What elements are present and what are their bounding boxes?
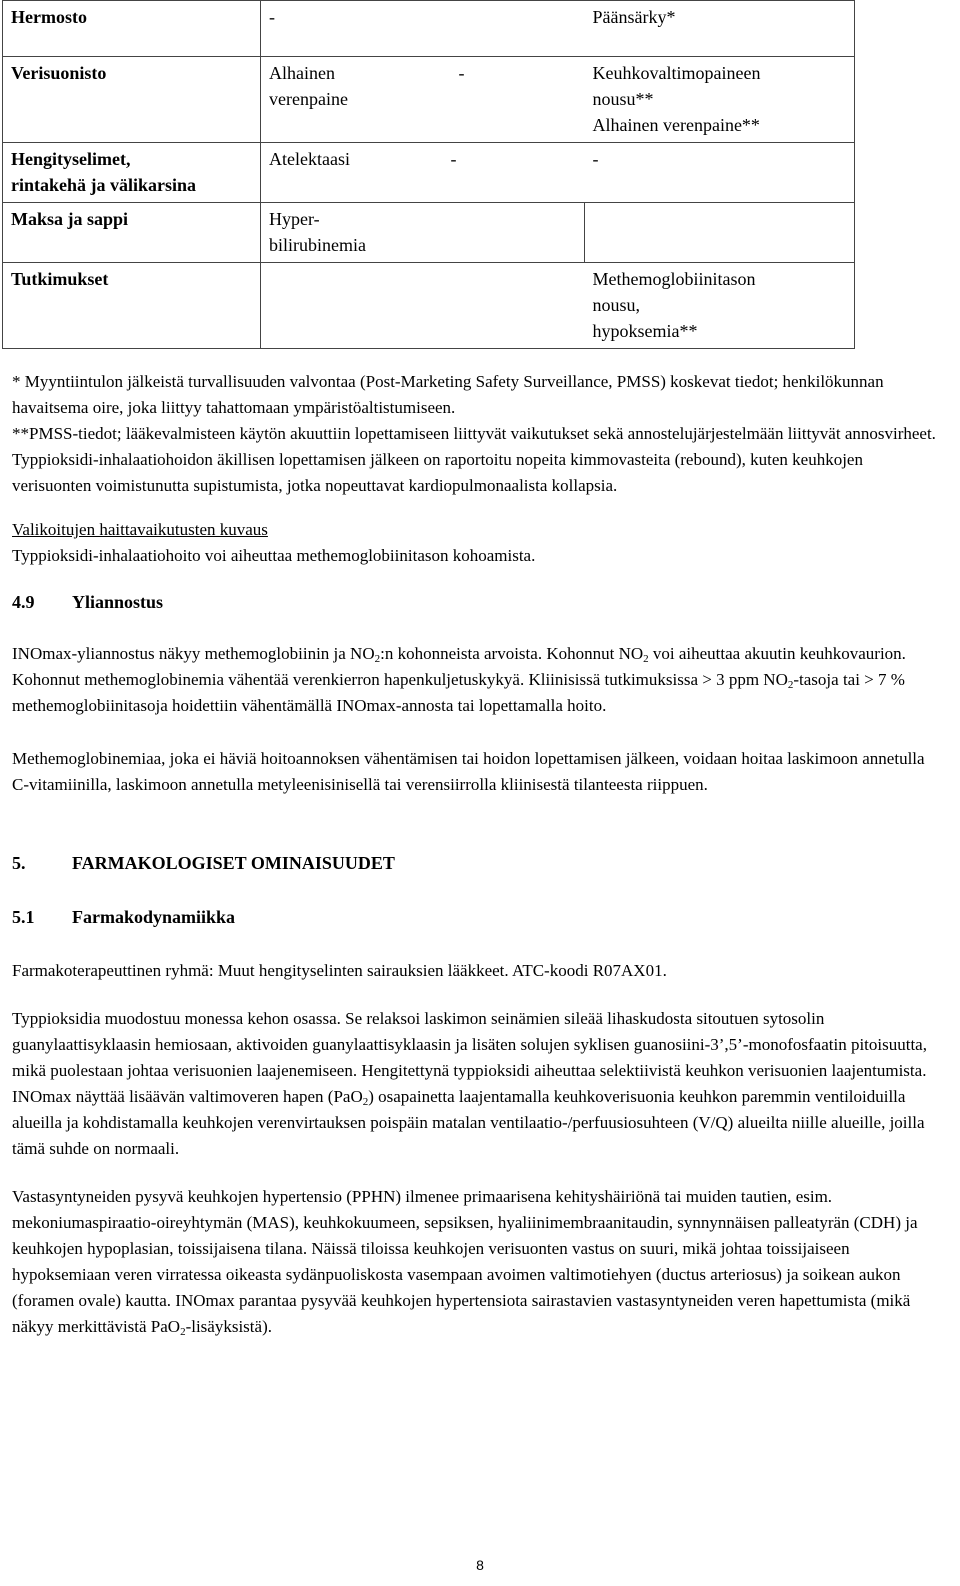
- organ-class-cell: Hengityselimet, rintakehä ja välikarsina: [3, 143, 261, 203]
- atc-paragraph: Farmakoterapeuttinen ryhmä: Muut hengityselinten sairauksien lääkkeet. ATC-koodi R07AX01.: [12, 961, 667, 980]
- organ-class-cell: Tutkimukset: [3, 263, 261, 349]
- section-subheading: Valikoitujen haittavaikutusten kuvaus: [12, 520, 268, 539]
- table-cell: -: [585, 143, 855, 203]
- table-cell: Hyper- bilirubinemia: [261, 203, 451, 263]
- table-cell: Päänsärky*: [585, 1, 855, 57]
- table-row: [3, 143, 855, 203]
- table-cell: Methemoglobiinitason nousu, hypoksemia**: [585, 263, 855, 349]
- pmss-footnote-2: **PMSS-tiedot; lääkevalmisteen käytön akuuttiin lopettamiseen liittyvät vaikutukset sekä annostelujärjestelmään liittyvät annosvirheet. Typpioksidi-inhalaatiohoidon äkillisen lopettamisen jälkeen on raportoitu nopeita kimmovasteita (rebound), kuten keuhkojen verisuonten voimistunutta supistumista, jotka nopeuttavat kardiopulmonaalista kollapsia.: [12, 424, 936, 495]
- pphn-paragraph: Vastasyntyneiden pysyvä keuhkojen hypertensio (PPHN) ilmenee primaarisena kehityshäiriönä tai muiden tautien, esim. mekoniumaspiraatio-oireyhtymän (MAS), keuhkokuumeen, sepsiksen, hyaliinimembraanitaudin, synnynnäisen palleatyrän (CDH) ja keuhkojen hypoplasian, toissijaisena tilana. Näissä tiloissa keuhkojen verisuonten vastus on suuri, mikä johtaa toissijaiseen hypoksemiaan veren virratessa oikeasta sydänpuoliskosta vasempaan avoimen valtimotiehyen (ductus arteriosus) ja soikean aukon (foramen ovale) kautta. INOmax parantaa pysyvää keuhkojen hypertensiota sairastavien vastasyntyneiden veren hapettumista (mikä näkyy merkittävistä PaO$_2$-lisäyksistä).: [12, 1187, 918, 1338]
- pmss-footnote: * Myyntiintulon jälkeistä turvallisuuden valvontaa (Post-Marketing Safety Surveillance, PMSS) koskevat tiedot; henkilökunnan havaitsema oire, joka liittyy tahattomaan ympäristöaltistumiseen.: [12, 372, 884, 417]
- organ-class-cell: Hermosto: [3, 1, 261, 57]
- table-row: [3, 57, 855, 143]
- table-row: [3, 1, 855, 57]
- section-heading-5: 5. FARMAKOLOGISET OMINAISUUDET: [12, 853, 395, 873]
- table-cell: [451, 203, 585, 263]
- table-row: [3, 203, 855, 263]
- selected-effects-section: [12, 517, 942, 569]
- organ-class-cell: Verisuonisto: [3, 57, 261, 143]
- document-page: [12, 0, 942, 1340]
- adverse-effects-table: [2, 0, 855, 349]
- table-cell: Atelektaasi: [261, 143, 451, 203]
- table-cell: -: [261, 1, 585, 57]
- mechanism-paragraph: Typpioksidia muodostuu monessa kehon osassa. Se relaksoi laskimon seinämien sileää lihaskudosta sitoutuen sytosolin guanylaattisyklaasin hemiosaan, aktivoiden guanylaattisyklaasin ja lisäten solujen syklisen guanosiini-3’,5’-monofosfaatin pitoisuutta, mikä puolestaan johtaa verisuonien laajenemiseen. Hengitettynä typpioksidi aiheuttaa selektiivistä keuhkon verisuonien laajentumista. INOmax näyttää lisäävän valtimoveren hapen (PaO$_2$) osapainetta laajentamalla keuhkoverisuonia keuhkon paremmin ventiloiduilla alueilla ja kohdistamalla keuhkojen verenvirtauksen poispäin matalan ventilaatio-/perfuusiosuhteen (V/Q) alueilta niille alueille, joilla tämä suhde on normaali.: [12, 1009, 927, 1158]
- table-cell: Alhainen verenpaine: [261, 57, 451, 143]
- table-cell: -: [451, 143, 585, 203]
- table-row: [3, 263, 855, 349]
- section-heading-4-9: 4.9 Yliannostus: [12, 592, 164, 612]
- paragraph: Typpioksidi-inhalaatiohoito voi aiheuttaa methemoglobiinitason kohoamista.: [12, 546, 536, 565]
- methemoglobinemia-paragraph: Methemoglobinemiaa, joka ei häviä hoitoannoksen vähentämisen tai hoidon lopettamisen jälkeen, voidaan hoitaa laskimoon annetulla C-vitamiinilla, laskimoon annetulla metyleenisinisellä tai verensiirrolla kliinisestä tilanteesta riippuen.: [12, 749, 925, 794]
- overdose-paragraph: INOmax-yliannostus näkyy methemoglobiinin ja $NO_2:n$ kohonneista arvoista. Kohonnut $NO_2$ voi aiheuttaa akuutin keuhkovaurion. Kohonnut methemoglobinemia vähentää verenkierron hapenkuljetuskykyä. Kliinisissä tutkimuksissa > 3 ppm $NO_2$-tasoja tai > 7 % methemoglobiinitasoja hoidettiin vähentämällä INOmax-annosta tai lopettamalla hoito.: [12, 644, 906, 715]
- table-cell: -: [451, 57, 585, 143]
- table-cell: Keuhkovaltimopaineen nousu** Alhainen verenpaine**: [585, 57, 855, 143]
- page-number: 8: [476, 1557, 484, 1573]
- organ-class-cell: Maksa ja sappi: [3, 203, 261, 263]
- table-cell: [585, 203, 855, 263]
- section-heading-5-1: 5.1 Farmakodynamiikka: [12, 907, 236, 927]
- table-cell: [261, 263, 585, 349]
- table-footnotes: [12, 369, 942, 499]
